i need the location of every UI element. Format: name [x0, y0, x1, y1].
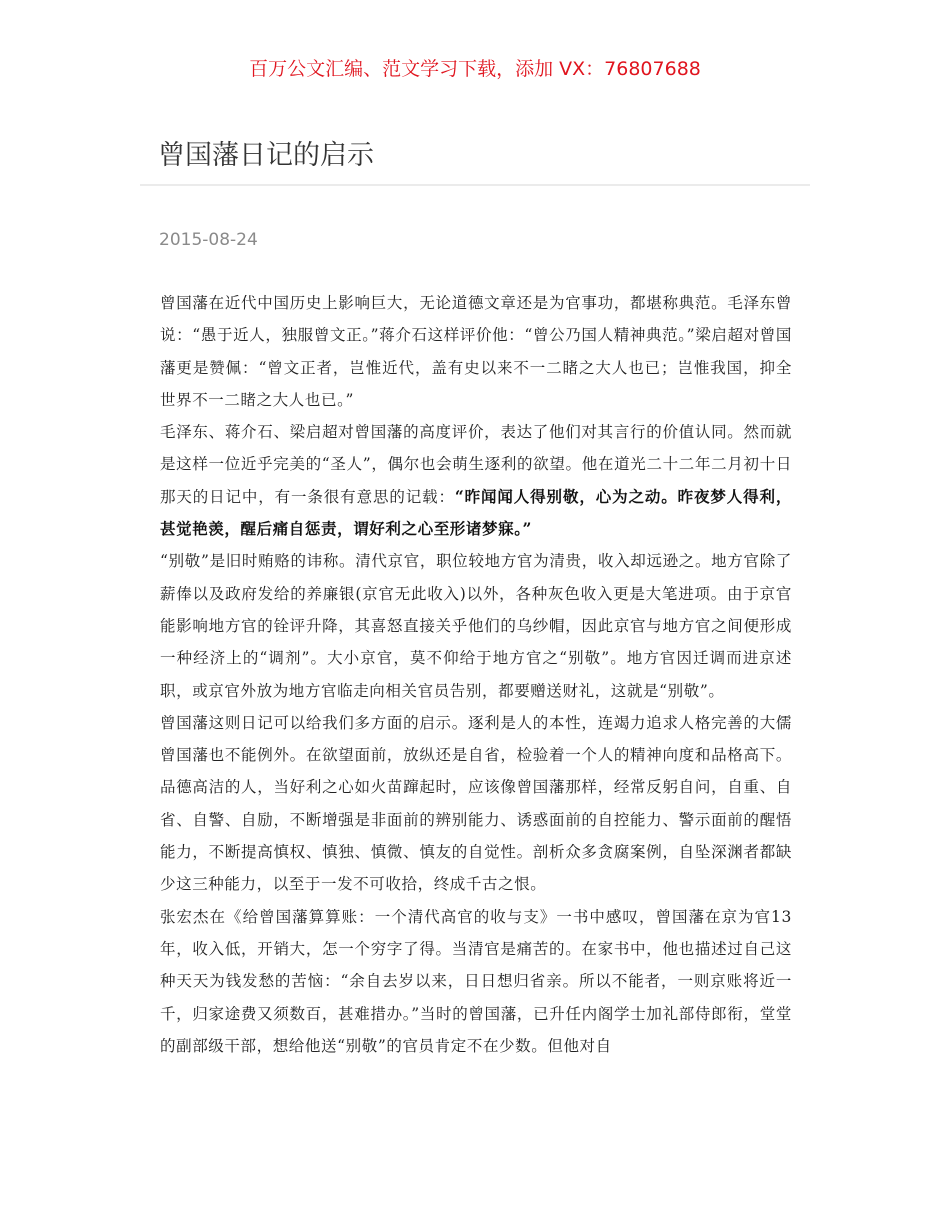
article-paragraph-5: 张宏杰在《给曾国藩算算账：一个清代高官的收与支》一书中感叹，曾国藩在京为官13年，收入低，开销大，怎一个穷字了得。当清官是痛苦的。在家书中，他也描述过自己这种天天为钱发愁的苦恼：“余自去岁以来，日日想归省亲。所以不能者，一则京账将近一千，归家途费又须数百，甚难措办。”当时的曾国藩，已升任内阁学士加礼部侍郎衔，堂堂的副部级干部，想给他送“别敬”的官员肯定不在少数。但他对自 [160, 907, 792, 1055]
article-title: 曾国藩日记的启示 [158, 140, 374, 171]
paragraph-2-text: 毛泽东、蒋介石、梁启超对曾国藩的高度评价，表达了他们对其言行的价值认同。然而就是这样一位近乎完美的“圣人”，偶尔也会萌生逐利的欲望。他在道光二十二年二月初十日那天的日记中，有一条很有意思的记载： [160, 423, 792, 506]
article-body [160, 287, 792, 1062]
article-paragraph-3: “别敬”是旧时贿赂的讳称。清代京官，职位较地方官为清贵，收入却远逊之。地方官除了薪俸以及政府发给的养廉银(京官无此收入)以外，各种灰色收入更是大笔进项。由于京官能影响地方官的铨评升降，其喜怒直接关乎他们的乌纱帽，因此京官与地方官之间便形成一种经济上的“调剂”。大小京官，莫不仰给于地方官之“别敬”。地方官因迁调而进京述职，或京官外放为地方官临走向相关官员告别，都要赠送财礼，这就是“别敬”。 [160, 552, 792, 700]
promo-banner: 百万公文汇编、范文学习下载，添加 VX：76807688 [249, 58, 701, 80]
diary-quote-bold: “昨闻闻人得别敬，心为之动。昨夜梦人得利，甚觉艳羡，醒后痛自惩责，谓好利之心至形诸梦寐。” [160, 486, 792, 539]
article-paragraph-4: 曾国藩这则日记可以给我们多方面的启示。逐利是人的本性，连竭力追求人格完善的大儒曾国藩也不能例外。在欲望面前，放纵还是自省，检验着一个人的精神向度和品格高下。品德高洁的人，当好利之心如火苗蹿起时，应该像曾国藩那样，经常反躬自问，自重、自省、自警、自励，不断增强是非面前的辨别能力、诱惑面前的自控能力、警示面前的醒悟能力，不断提高慎权、慎独、慎微、慎友的自觉性。剖析众多贪腐案例，自坠深渊者都缺少这三种能力，以至于一发不可收拾，终成千古之恨。 [160, 713, 792, 894]
publish-date: 2015-08-24 [159, 230, 258, 250]
article-paragraph-2 [160, 416, 792, 545]
article-paragraph-1: 曾国藩在近代中国历史上影响巨大，无论道德文章还是为官事功，都堪称典范。毛泽东曾说：“愚于近人，独服曾文正。”蒋介石这样评价他：“曾公乃国人精神典范。”梁启超对曾国藩更是赞佩：“曾文正者，岂惟近代，盖有史以来不一二睹之大人也已；岂惟我国，抑全世界不一二睹之大人也已。” [160, 294, 792, 409]
title-divider [140, 184, 810, 186]
